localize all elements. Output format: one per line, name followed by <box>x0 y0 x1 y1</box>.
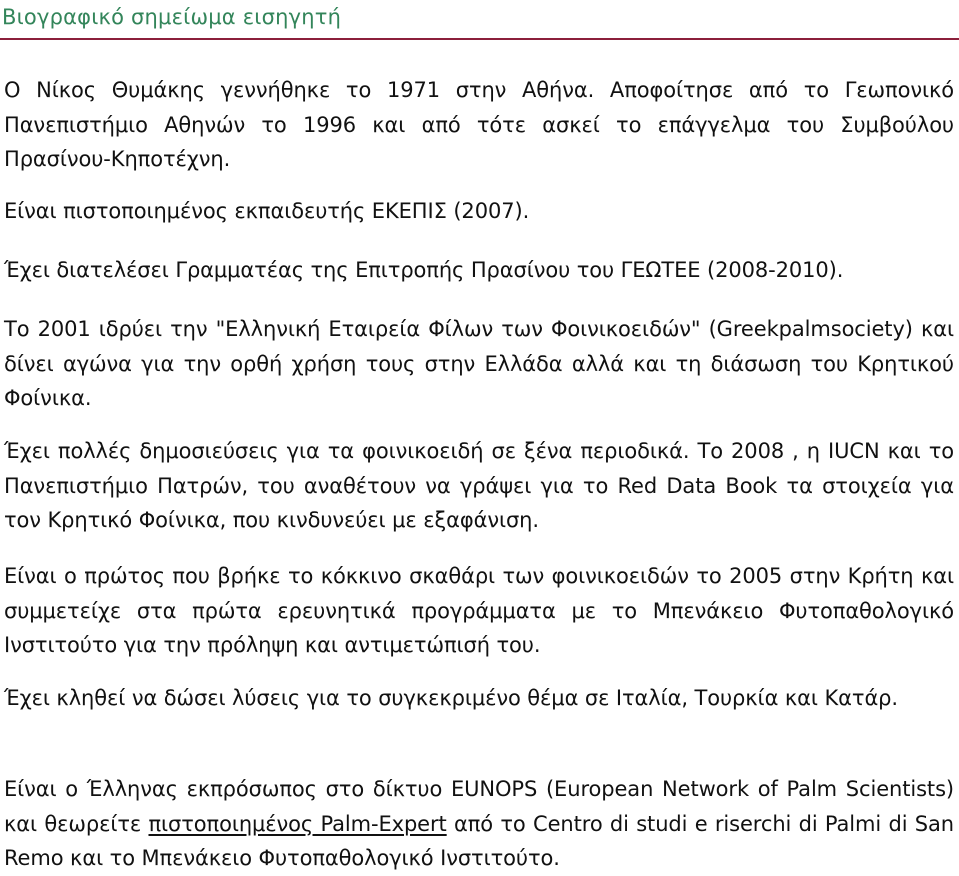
paragraph-consulting-abroad: Έχει κληθεί να δώσει λύσεις για το συγκεκριμένο θέμα σε Ιταλία, Τουρκία και Κατάρ. <box>4 686 898 710</box>
paragraph-geotee-secretary: Έχει διατελέσει Γραμματέας της Επιτροπής Πρασίνου του ΓΕΩΤΕΕ (2008-2010). <box>4 258 844 282</box>
paragraph-red-palm-weevil: Είναι ο πρώτος που βρήκε το κόκκινο σκαθάρι των φοινικοειδών το 2005 στην Κρήτη και συμμετείχε στα πρώτα ερευνητικά προγράμματα με το Μπενάκειο Φυτοπαθολογικό Ινστιτούτο για την πρόληψη και αντιμετώπισή του. <box>4 564 954 657</box>
paragraph-eunops-text-start: Είναι ο Έλληνας εκπρόσωπος στο δίκτυο EUNOPS (European Network of Palm Scientists) και θεωρείτε <box>4 777 954 836</box>
paragraph-eunops <box>4 772 954 876</box>
document-title: Βιογραφικό σημείωμα εισηγητή <box>2 5 342 29</box>
paragraph-palm-society: Το 2001 ιδρύει την "Ελληνική Εταιρεία Φίλων των Φοινικοειδών" (Greekpalmsociety) και δίνει αγώνα για την ορθή χρήση τους στην Ελλάδα αλλά και τη διάσωση του Κρητικού Φοίνικα. <box>4 317 954 410</box>
paragraph-birth-education: Ο Νίκος Θυμάκης γεννήθηκε το 1971 στην Αθήνα. Αποφοίτησε από το Γεωπονικό Πανεπιστήμιο Αθηνών το 1996 και από τότε ασκεί το επάγγελμα του Συμβούλου Πρασίνου-Κηποτέχνη. <box>4 78 954 171</box>
palm-expert-link[interactable]: πιστοποιημένος Palm-Expert <box>148 811 447 836</box>
paragraph-publications: Έχει πολλές δημοσιεύσεις για τα φοινικοειδή σε ξένα περιοδικά. Το 2008 , η IUCN και το Πανεπιστήμιο Πατρών, του αναθέτουν να γράψει για το Red Data Book τα στοιχεία για τον Κρητικό Φοίνικα, που κινδυνεύει με εξαφάνιση. <box>4 439 954 532</box>
title-divider <box>0 38 959 40</box>
paragraph-trainer-certification: Είναι πιστοποιημένος εκπαιδευτής ΕΚΕΠΙΣ (2007). <box>4 199 530 223</box>
paragraph-eunops-text-end: από το Centro di studi e riserchi di Palmi di San Remo και το Μπενάκειο Φυτοπαθολογικό Ινστιτούτο. <box>4 811 954 870</box>
